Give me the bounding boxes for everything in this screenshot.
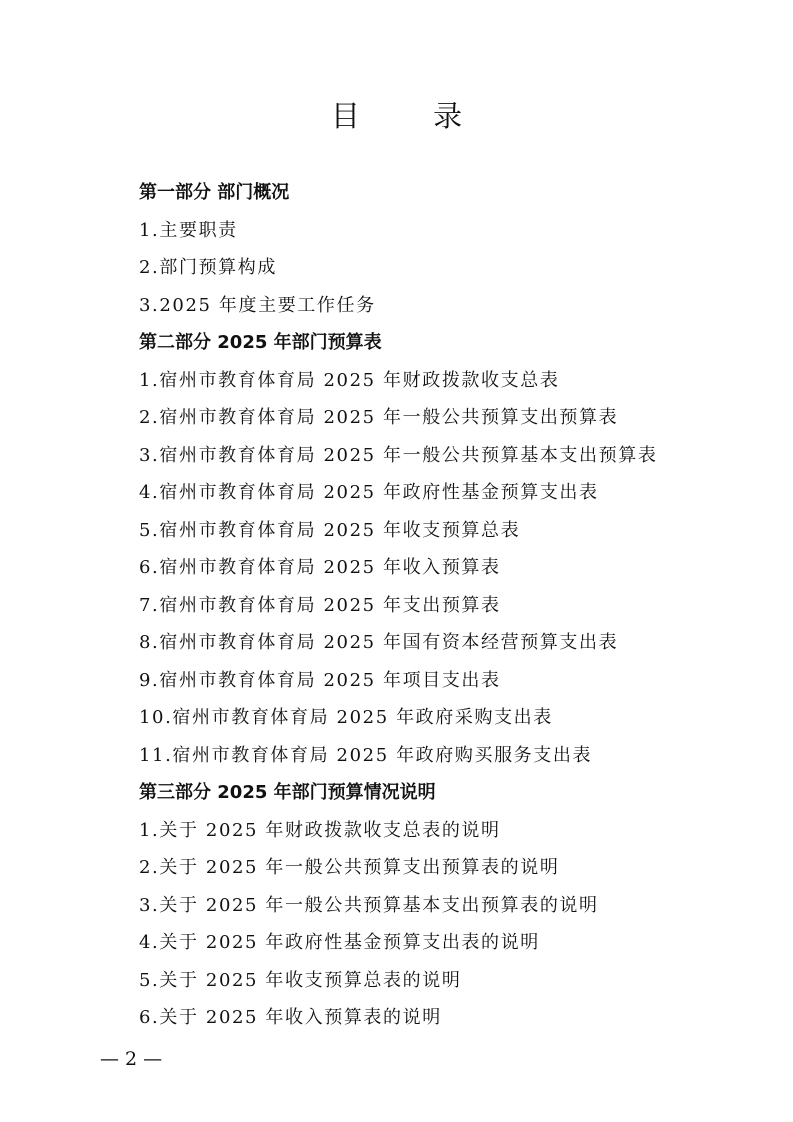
toc-section-heading: 第二部分 2025 年部门预算表 — [139, 332, 382, 353]
toc-item: 4.宿州市教育体育局 2025 年政府性基金预算支出表 — [139, 482, 599, 503]
toc-item: 1.宿州市教育体育局 2025 年财政拨款收支总表 — [139, 369, 560, 391]
toc-item: 5.关于 2025 年收支预算总表的说明 — [139, 969, 462, 991]
toc-item: 3.关于 2025 年一般公共预算基本支出预算表的说明 — [139, 894, 599, 916]
toc-item: 2.部门预算构成 — [139, 257, 277, 278]
toc-item: 1.主要职责 — [139, 219, 238, 241]
toc-item: 10.宿州市教育体育局 2025 年政府采购支出表 — [139, 707, 553, 728]
page-number: — 2 — — [100, 1048, 163, 1070]
toc-item: 6.宿州市教育体育局 2025 年收入预算表 — [139, 557, 501, 578]
toc-item: 2.关于 2025 年一般公共预算支出预算表的说明 — [139, 857, 560, 878]
toc-item: 6.关于 2025 年收入预算表的说明 — [139, 1007, 442, 1028]
table-of-contents — [139, 174, 759, 1037]
page-title: 目 录 — [330, 99, 495, 133]
toc-item: 3.2025 年度主要工作任务 — [139, 294, 376, 316]
toc-section-heading: 第三部分 2025 年部门预算情况说明 — [139, 782, 436, 803]
toc-item: 4.关于 2025 年政府性基金预算支出表的说明 — [139, 932, 540, 953]
toc-item: 1.关于 2025 年财政拨款收支总表的说明 — [139, 819, 501, 841]
toc-item: 5.宿州市教育体育局 2025 年收支预算总表 — [139, 519, 521, 541]
toc-item: 9.宿州市教育体育局 2025 年项目支出表 — [139, 669, 501, 691]
toc-item: 2.宿州市教育体育局 2025 年一般公共预算支出预算表 — [139, 407, 619, 428]
toc-item: 3.宿州市教育体育局 2025 年一般公共预算基本支出预算表 — [139, 444, 658, 466]
toc-section-heading: 第一部分 部门概况 — [139, 182, 290, 203]
toc-item: 11.宿州市教育体育局 2025 年政府购买服务支出表 — [139, 744, 593, 766]
toc-item: 8.宿州市教育体育局 2025 年国有资本经营预算支出表 — [139, 632, 619, 653]
toc-item: 7.宿州市教育体育局 2025 年支出预算表 — [139, 594, 501, 616]
